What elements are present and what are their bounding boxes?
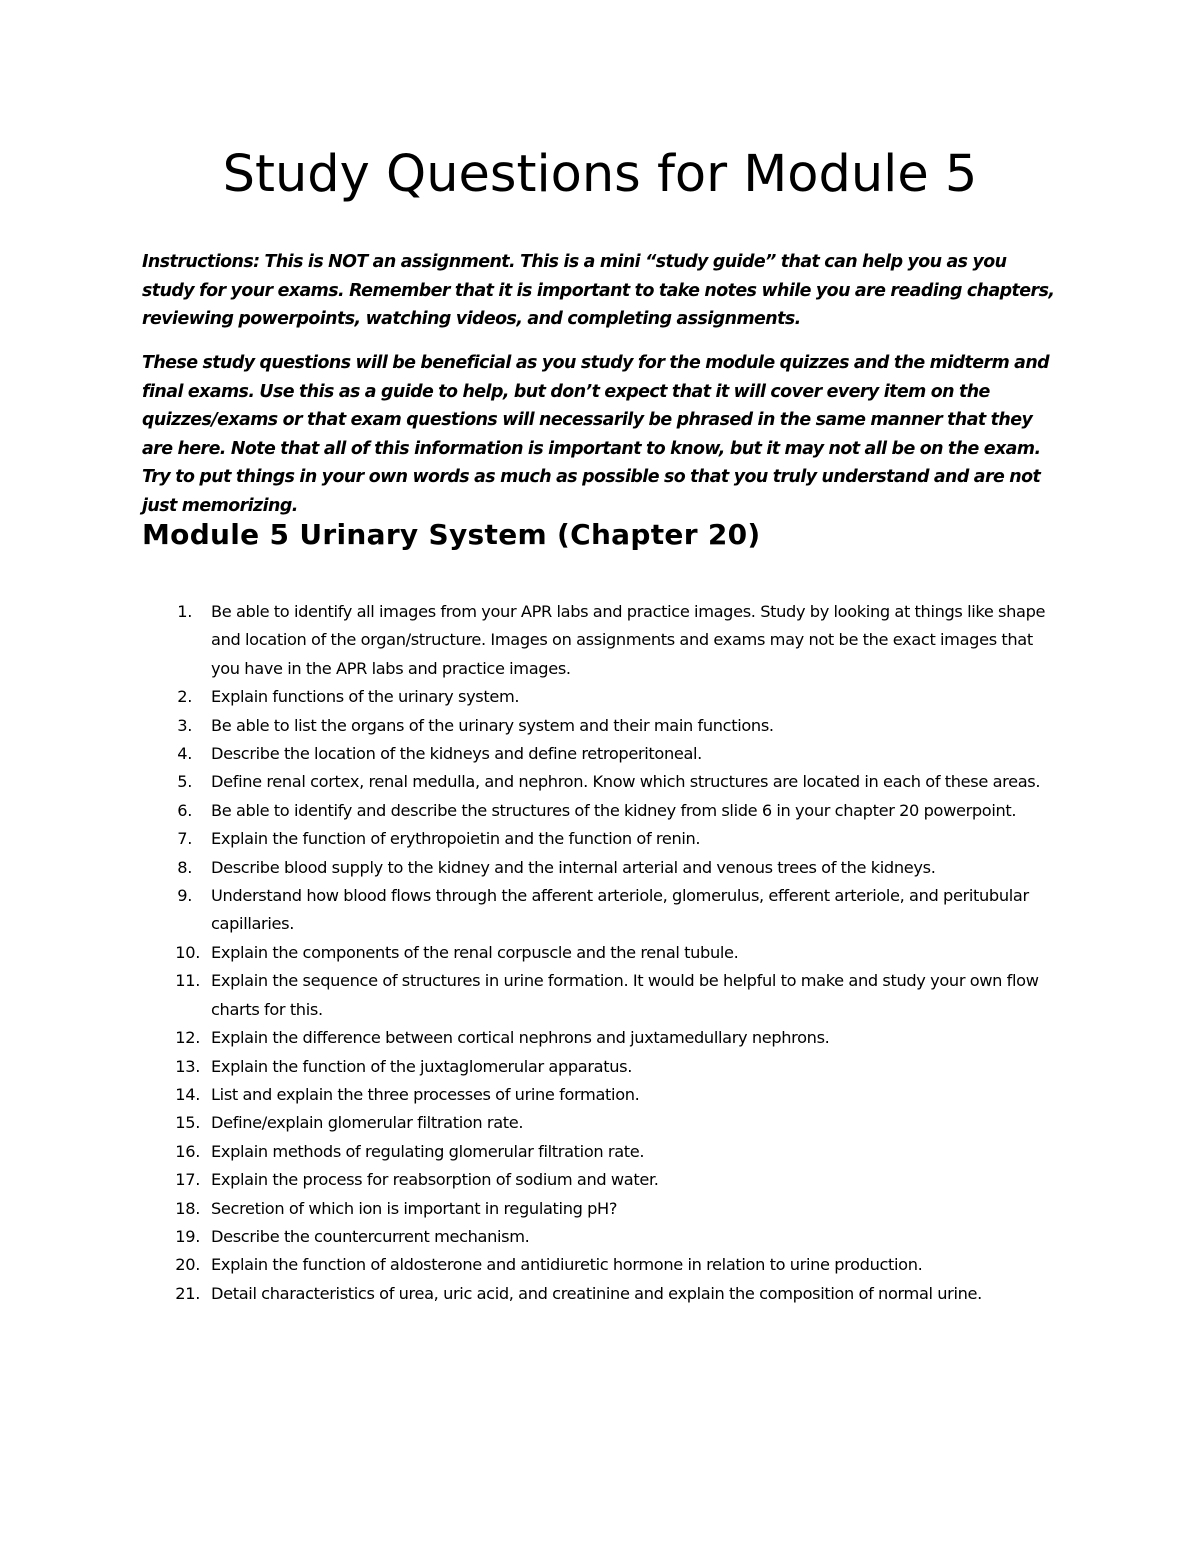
question-item <box>0 797 1061 825</box>
question-text: Define/explain glomerular filtration rate. <box>211 1113 524 1133</box>
page-title: Study Questions for Module 5 <box>222 145 978 204</box>
study-question-list <box>0 598 1200 1308</box>
question-number: 8. <box>177 857 192 877</box>
question-item <box>0 683 1061 711</box>
question-item <box>0 1138 1061 1166</box>
question-item <box>0 882 1061 939</box>
question-number: 17. <box>175 1170 200 1190</box>
question-number: 20. <box>175 1255 200 1275</box>
question-number: 4. <box>177 744 192 764</box>
question-item <box>0 967 1061 1024</box>
question-text: Detail characteristics of urea, uric acid, and creatinine and explain the composition of normal urine. <box>211 1283 982 1303</box>
question-text: Explain the components of the renal corpuscle and the renal tubule. <box>211 942 739 962</box>
question-number: 21. <box>175 1283 200 1303</box>
question-item <box>0 768 1061 796</box>
question-number: 10. <box>175 942 200 962</box>
guidance-paragraph: These study questions will be beneficial as you study for the module quizzes and the midterm and final exams. Use this as a guide to help, but don’t expect that it will cover every item on the quizzes/exams or that exam questions will necessarily be phrased in the same manner that they are here. Note that all of this information is important to know, but it may not all be on the exam. Try to put things in your own words as much as possible so that you truly understand and are not just memorizing. <box>142 353 1050 516</box>
question-number: 13. <box>175 1056 200 1076</box>
question-number: 11. <box>175 971 200 991</box>
question-number: 2. <box>177 687 192 707</box>
question-item <box>0 854 1061 882</box>
question-item <box>0 1223 1061 1251</box>
question-text: Secretion of which ion is important in regulating pH? <box>211 1198 618 1218</box>
question-item <box>0 1251 1061 1279</box>
question-number: 16. <box>175 1141 200 1161</box>
question-number: 7. <box>177 829 192 849</box>
question-text: Define renal cortex, renal medulla, and nephron. Know which structures are located in each of these areas. <box>211 772 1041 792</box>
question-text: Describe the location of the kidneys and define retroperitoneal. <box>211 744 702 764</box>
question-text: Explain the sequence of structures in urine formation. It would be helpful to make and study your own flow charts for this. <box>211 971 1039 1019</box>
question-item <box>0 1195 1061 1223</box>
question-text: Explain the function of aldosterone and antidiuretic hormone in relation to urine production. <box>211 1255 923 1275</box>
question-text: Explain the function of erythropoietin and the function of renin. <box>211 829 701 849</box>
question-text: Explain the process for reabsorption of sodium and water. <box>211 1170 659 1190</box>
question-item <box>0 1024 1061 1052</box>
question-number: 15. <box>175 1113 200 1133</box>
question-number: 9. <box>177 886 192 906</box>
question-text: Be able to identify and describe the structures of the kidney from slide 6 in your chapter 20 powerpoint. <box>211 800 1017 820</box>
section-heading: Module 5 Urinary System (Chapter 20) <box>142 518 761 551</box>
question-item <box>0 825 1061 853</box>
question-text: Understand how blood flows through the afferent arteriole, glomerulus, efferent arteriole, and peritubular capillaries. <box>211 886 1029 934</box>
question-text: Be able to list the organs of the urinary system and their main functions. <box>211 715 774 735</box>
instructions-paragraph: Instructions: This is NOT an assignment. This is a mini “study guide” that can help you as you study for your exams. Remember that it is important to take notes while you are reading chapters, reviewing powerpoints, watching videos, and completing assignments. <box>142 252 1055 329</box>
question-text: Explain functions of the urinary system. <box>211 687 520 707</box>
question-text: List and explain the three processes of urine formation. <box>211 1084 640 1104</box>
question-text: Explain the difference between cortical nephrons and juxtamedullary nephrons. <box>211 1028 830 1048</box>
question-item <box>0 1109 1061 1137</box>
question-item <box>0 598 1061 683</box>
question-text: Describe blood supply to the kidney and the internal arterial and venous trees of the kidneys. <box>211 857 936 877</box>
question-number: 18. <box>175 1198 200 1218</box>
question-number: 6. <box>177 800 192 820</box>
question-item <box>0 712 1061 740</box>
question-item <box>0 1081 1061 1109</box>
question-number: 19. <box>175 1226 200 1246</box>
question-item <box>0 1166 1061 1194</box>
question-number: 3. <box>177 715 192 735</box>
question-item <box>0 740 1061 768</box>
question-text: Explain methods of regulating glomerular filtration rate. <box>211 1141 645 1161</box>
question-text: Explain the function of the juxtaglomerular apparatus. <box>211 1056 633 1076</box>
question-item <box>0 939 1061 967</box>
question-number: 12. <box>175 1028 200 1048</box>
question-item <box>0 1280 1061 1308</box>
question-number: 5. <box>177 772 192 792</box>
question-number: 14. <box>175 1084 200 1104</box>
question-text: Describe the countercurrent mechanism. <box>211 1226 530 1246</box>
question-item <box>0 1053 1061 1081</box>
question-number: 1. <box>177 602 192 621</box>
question-text: Be able to identify all images from your APR labs and practice images. Study by looking at things like shape and location of the organ/structure. Images on assignments and exams may not be the exact images that you have in the APR labs and practice images. <box>211 602 1046 678</box>
